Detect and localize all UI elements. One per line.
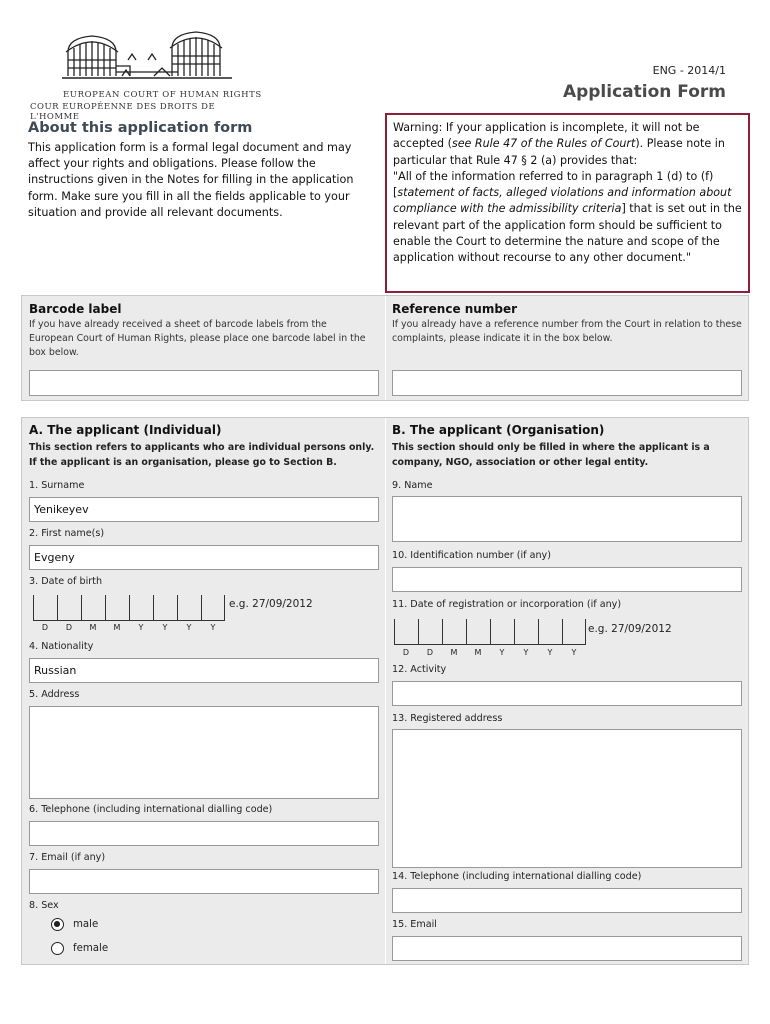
dob-hint-char: Y xyxy=(186,623,192,632)
reg-date-digit-box[interactable] xyxy=(442,619,466,645)
section-a-title: A. The applicant (Individual) xyxy=(29,423,222,437)
warning-criteria: statement of facts, alleged violations and information about compliance with the admissibility criteria xyxy=(393,186,732,216)
reg-date-hint-char: Y xyxy=(571,648,577,657)
dob-digit-box[interactable] xyxy=(201,595,225,621)
reg-date-example: e.g. 27/09/2012 xyxy=(588,623,672,635)
barcode-reference-panel xyxy=(21,295,749,401)
reg-date-hint-char: D xyxy=(402,648,410,657)
court-name-english: EUROPEAN COURT OF HUMAN RIGHTS xyxy=(63,90,262,100)
panel-divider xyxy=(385,296,386,400)
dob-example: e.g. 27/09/2012 xyxy=(229,598,313,610)
dob-hint-char: M xyxy=(89,623,97,632)
address-label: 5. Address xyxy=(29,689,80,700)
radio-unchecked-icon xyxy=(51,942,64,955)
dob-digit-box[interactable] xyxy=(33,595,57,621)
org-telephone-field[interactable] xyxy=(392,888,742,913)
warning-box xyxy=(385,113,750,293)
reg-date-digit-box[interactable] xyxy=(538,619,562,645)
activity-label: 12. Activity xyxy=(392,664,447,675)
registered-address-field[interactable] xyxy=(392,729,742,868)
form-code: ENG - 2014/1 xyxy=(652,64,726,77)
reg-date-hint-char: Y xyxy=(523,648,529,657)
date-of-birth-label: 3. Date of birth xyxy=(29,576,103,587)
panel-divider xyxy=(385,418,386,964)
reg-date-hint-char: Y xyxy=(499,648,505,657)
reg-date-digit-box[interactable] xyxy=(466,619,490,645)
dob-digit-box[interactable] xyxy=(57,595,81,621)
email-field[interactable] xyxy=(29,869,379,894)
sex-female-radio[interactable] xyxy=(51,942,108,955)
warning-text-1: Warning: If your application is incomplete, it will not be accepted ( xyxy=(393,121,700,151)
dob-hint-char: D xyxy=(41,623,49,632)
reg-date-digit-box[interactable] xyxy=(418,619,442,645)
barcode-label-box[interactable] xyxy=(29,370,379,396)
applicant-panel xyxy=(21,417,749,965)
reg-date-hint-char: M xyxy=(450,648,458,657)
section-b-desc: This section should only be filled in where the applicant is a company, NGO, association or other legal entity. xyxy=(392,442,710,469)
org-telephone-label: 14. Telephone (including international dialling code) xyxy=(392,871,642,882)
reg-date-digit-box[interactable] xyxy=(394,619,418,645)
dob-digit-box[interactable] xyxy=(105,595,129,621)
dob-hint-char: Y xyxy=(210,623,216,632)
org-email-field[interactable] xyxy=(392,936,742,961)
reference-title: Reference number xyxy=(392,302,518,316)
org-email-label: 15. Email xyxy=(392,919,437,930)
org-name-field[interactable] xyxy=(392,496,742,542)
dob-hint-char: D xyxy=(65,623,73,632)
dob-digit-box[interactable] xyxy=(129,595,153,621)
dob-hint-char: Y xyxy=(162,623,168,632)
dob-digit-box[interactable] xyxy=(177,595,201,621)
dob-format-hint xyxy=(33,623,225,632)
barcode-desc: If you have already received a sheet of barcode labels from the European Court of Human Rights, please place one barcode label in the box below. xyxy=(29,319,366,358)
activity-field[interactable] xyxy=(392,681,742,706)
reference-desc: If you already have a reference number from the Court in relation to these complaints, please indicate it in the box below. xyxy=(392,319,742,344)
dob-digit-box[interactable] xyxy=(81,595,105,621)
sex-male-label: male xyxy=(73,919,99,930)
email-label: 7. Email (if any) xyxy=(29,852,106,863)
org-name-label: 9. Name xyxy=(392,480,433,491)
date-of-birth-field[interactable] xyxy=(33,593,225,621)
reg-date-hint-char: D xyxy=(426,648,434,657)
barcode-title: Barcode label xyxy=(29,302,122,316)
court-logo xyxy=(28,26,266,122)
warning-rule-ref: see Rule 47 of the Rules of Court xyxy=(451,137,636,151)
warning-text-4: ] that is set out in the relevant part of the application form should be sufficient to enable the Court to determine the nature and scope of the application without recourse to any other document." xyxy=(393,202,742,265)
warning-text-3: "All of the information referred to in paragraph 1 (d) to (f) [ xyxy=(393,169,714,200)
registered-address-label: 13. Registered address xyxy=(392,713,503,724)
reg-date-hint-char: M xyxy=(474,648,482,657)
about-title: About this application form xyxy=(28,120,253,136)
reg-date-digit-box[interactable] xyxy=(514,619,538,645)
sex-female-label: female xyxy=(73,943,109,954)
telephone-field[interactable] xyxy=(29,821,379,846)
reg-date-digit-box[interactable] xyxy=(490,619,514,645)
sex-label: 8. Sex xyxy=(29,900,59,911)
reg-date-hint-char: Y xyxy=(547,648,553,657)
surname-label: 1. Surname xyxy=(29,480,85,491)
dob-hint-char: M xyxy=(113,623,121,632)
first-name-field[interactable]: Evgeny xyxy=(29,545,379,570)
reg-date-format-hint xyxy=(394,648,586,657)
court-building-logo-icon xyxy=(62,26,242,90)
radio-checked-icon xyxy=(51,918,64,931)
court-name-french: COUR EUROPÉENNE DES DROITS DE L'HOMME xyxy=(30,102,216,122)
nationality-field[interactable]: Russian xyxy=(29,658,379,683)
nationality-label: 4. Nationality xyxy=(29,641,94,652)
section-b-title: B. The applicant (Organisation) xyxy=(392,423,605,437)
section-a-desc: This section refers to applicants who are individual persons only. If the applicant is an organisation, please go to Section B. xyxy=(29,442,375,469)
dob-digit-box[interactable] xyxy=(153,595,177,621)
telephone-label: 6. Telephone (including international dialling code) xyxy=(29,804,273,815)
first-name-label: 2. First name(s) xyxy=(29,528,105,539)
registration-date-label: 11. Date of registration or incorporation (if any) xyxy=(392,599,622,610)
sex-male-radio[interactable] xyxy=(51,918,98,931)
surname-field[interactable]: Yenikeyev xyxy=(29,497,379,522)
org-id-field[interactable] xyxy=(392,567,742,592)
org-id-label: 10. Identification number (if any) xyxy=(392,550,551,561)
about-text: This application form is a formal legal document and may affect your rights and obligations. Please follow the instructions given in the Notes for filling in the application form. Make sure you fill in all the fields applicable to your situation and provide all relevant documents. xyxy=(28,141,354,219)
reg-date-digit-box[interactable] xyxy=(562,619,586,645)
dob-hint-char: Y xyxy=(138,623,144,632)
warning-text-2: ). Please note in particular that Rule 47 § 2 (a) provides that: xyxy=(393,137,725,167)
registration-date-field[interactable] xyxy=(394,617,586,645)
reference-number-field[interactable] xyxy=(392,370,742,396)
address-field[interactable] xyxy=(29,706,379,799)
form-title: Application Form xyxy=(562,82,726,102)
